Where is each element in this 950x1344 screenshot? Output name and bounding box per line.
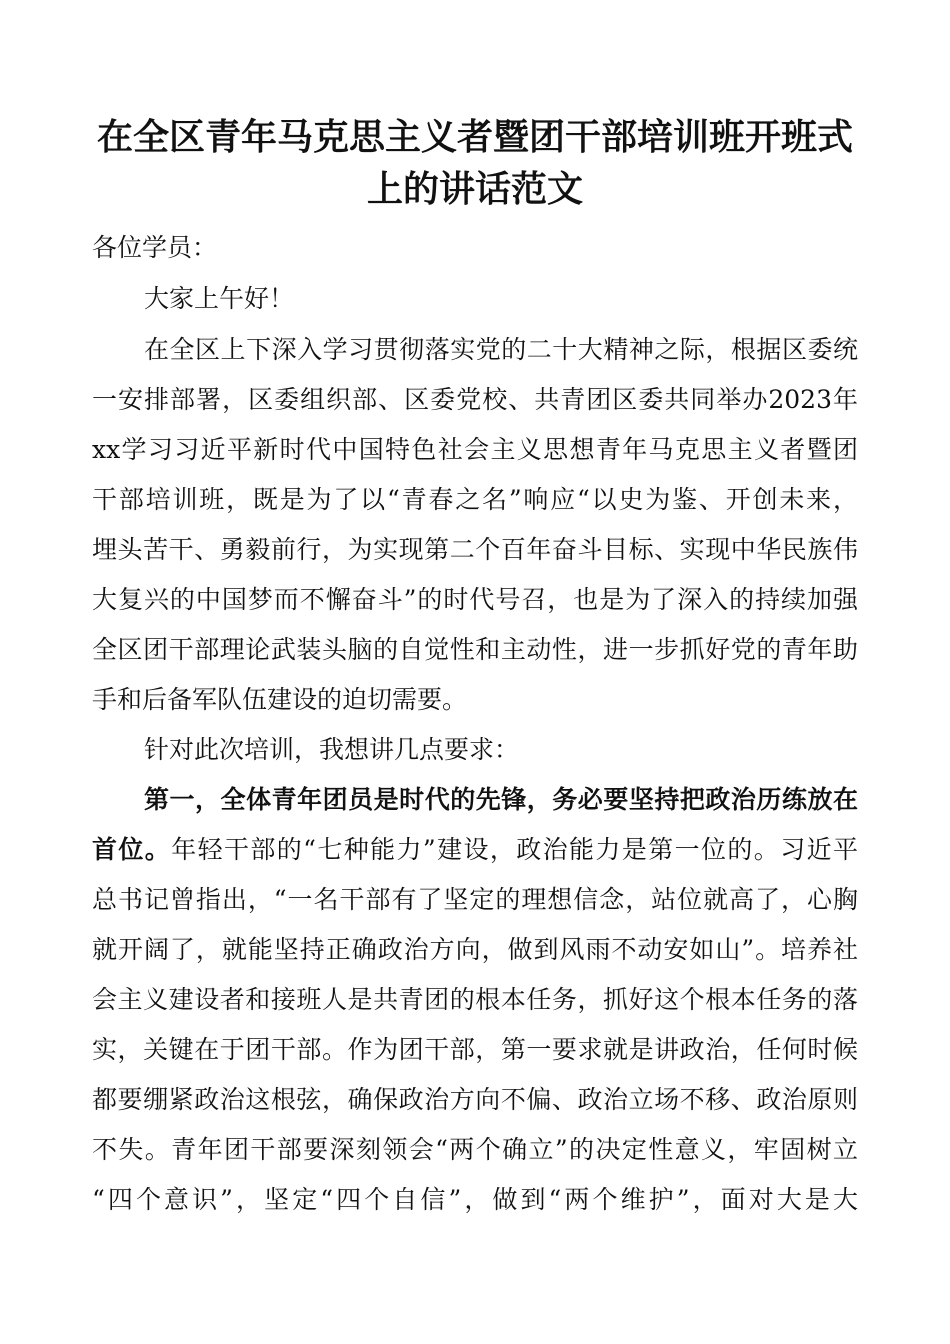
section-1-line: 实，关键在于团干部。作为团干部，第一要求就是讲政治，任何时候 bbox=[92, 1035, 858, 1064]
section-1-line: 不失。青年团干部要深刻领会“两个确立”的决定性意义，牢固树立 bbox=[92, 1135, 858, 1164]
greeting: 大家上午好！ bbox=[144, 284, 295, 313]
section-1-line: 会主义建设者和接班人是共青团的根本任务，抓好这个根本任务的落 bbox=[92, 985, 858, 1014]
paragraph-line: 干部培训班，既是为了以“青春之名”响应“以史为鉴、开创未来， bbox=[92, 485, 858, 514]
section-1-heading-end: 首位。 bbox=[92, 835, 172, 864]
paragraph-2: 针对此次培训，我想讲几点要求： bbox=[144, 735, 520, 764]
section-1-line: “四个意识”，坚定“四个自信”，做到“两个维护”，面对大是大 bbox=[92, 1185, 858, 1214]
document-title-line-1: 在全区青年马克思主义者暨团干部培训班开班式 bbox=[96, 117, 853, 158]
section-1-line bbox=[92, 834, 858, 866]
paragraph-line: 在全区上下深入学习贯彻落实党的二十大精神之际，根据区委统 bbox=[144, 335, 858, 364]
section-1-line: 都要绷紧政治这根弦，确保政治方向不偏、政治立场不移、政治原则 bbox=[92, 1085, 858, 1114]
document-title-line-2: 上的讲话范文 bbox=[366, 169, 583, 210]
paragraph-line: 大复兴的中国梦而不懈奋斗”的时代号召，也是为了深入的持续加强 bbox=[92, 585, 858, 614]
section-1-line-rest: 年轻干部的“七种能力”建设，政治能力是第一位的。习近平 bbox=[171, 835, 858, 864]
section-1-line: 就开阔了，就能坚持正确政治方向，做到风雨不动安如山”。培养社 bbox=[92, 935, 858, 964]
paragraph-line: 一安排部署，区委组织部、区委党校、共青团区委共同举办2023年 bbox=[92, 385, 858, 414]
paragraph-line: 手和后备军队伍建设的迫切需要。 bbox=[92, 685, 468, 714]
paragraph-line: 埋头苦干、勇毅前行，为实现第二个百年奋斗目标、实现中华民族伟 bbox=[92, 535, 858, 564]
section-1-line: 总书记曾指出，“一名干部有了坚定的理想信念，站位就高了，心胸 bbox=[92, 885, 858, 914]
section-1-heading: 第一，全体青年团员是时代的先锋，务必要坚持把政治历练放在 bbox=[144, 785, 858, 814]
paragraph-line: 全区团干部理论武装头脑的自觉性和主动性，进一步抓好党的青年助 bbox=[92, 635, 858, 664]
salutation: 各位学员： bbox=[92, 233, 218, 262]
paragraph-line: xx学习习近平新时代中国特色社会主义思想青年马克思主义者暨团 bbox=[92, 435, 858, 464]
